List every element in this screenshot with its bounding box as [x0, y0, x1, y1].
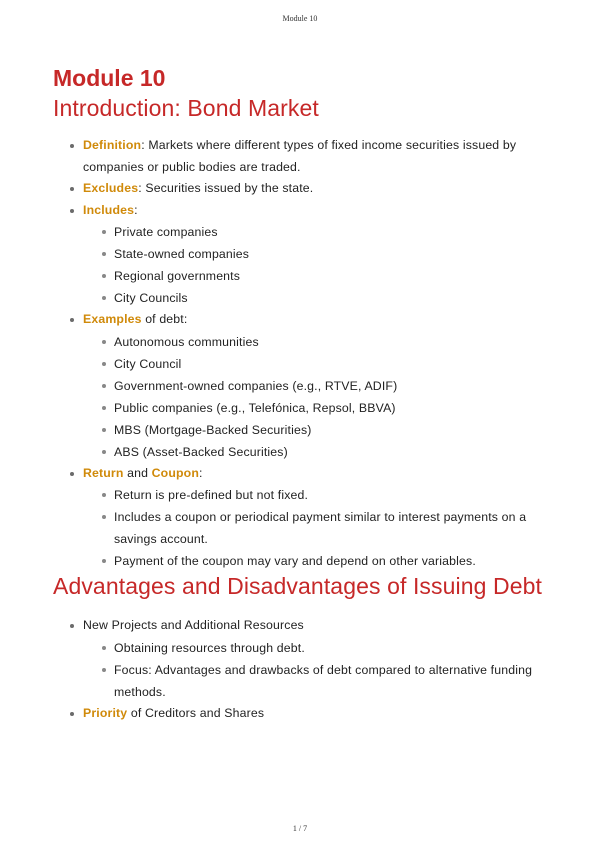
new-projects-sublist [83, 637, 553, 703]
list-item-return-coupon [53, 463, 553, 573]
list-item: City Councils [83, 287, 553, 309]
keyword-priority: Priority [83, 705, 128, 720]
keyword-return: Return [83, 465, 124, 480]
section-heading-advantages: Advantages and Disadvantages of Issuing Debt [53, 573, 542, 599]
list-item-examples [53, 309, 553, 463]
list-item: MBS (Mortgage-Backed Securities) [83, 419, 553, 441]
list-item-definition [53, 135, 553, 178]
keyword-includes: Includes [83, 202, 135, 217]
list-item-includes [53, 200, 553, 310]
keyword-definition: Definition [83, 138, 142, 152]
list-item-new-projects [53, 615, 553, 703]
new-projects-text: New Projects and Additional Resources [83, 618, 304, 632]
keyword-coupon: Coupon [151, 465, 199, 480]
priority-text: of Creditors and Shares [127, 705, 265, 720]
list-item: Includes a coupon or periodical payment similar to interest payments on a savings account. [83, 506, 553, 550]
list-item: Government-owned companies (e.g., RTVE, ADIF) [83, 375, 553, 397]
examples-sublist [83, 331, 553, 463]
excludes-text: : Securities issued by the state. [138, 181, 314, 195]
running-header: Module 10 [282, 14, 318, 23]
list-item: Payment of the coupon may vary and depend on other variables. [83, 550, 553, 572]
section-heading-introduction: Introduction: Bond Market [53, 95, 319, 121]
advantages-list [53, 615, 553, 724]
list-item: City Council [83, 353, 553, 375]
return-coupon-sublist [83, 484, 553, 572]
return-coupon-text: : [198, 465, 203, 480]
list-item: Private companies [83, 221, 553, 243]
list-item-excludes [53, 178, 553, 200]
includes-sublist [83, 221, 553, 309]
includes-text: : [134, 202, 138, 217]
list-item: Regional governments [83, 265, 553, 287]
list-item: Autonomous communities [83, 331, 553, 353]
list-item-priority [53, 703, 553, 725]
keyword-excludes: Excludes [83, 181, 139, 195]
keyword-examples: Examples [83, 312, 142, 326]
document-body [53, 62, 553, 724]
page-number: 1 / 7 [292, 824, 308, 833]
list-item: Public companies (e.g., Telefónica, Repsol, BBVA) [83, 397, 553, 419]
list-item: State-owned companies [83, 243, 553, 265]
list-item: Focus: Advantages and drawbacks of debt compared to alternative funding methods. [83, 659, 553, 703]
list-item: Return is pre-defined but not fixed. [83, 484, 553, 506]
list-item: Obtaining resources through debt. [83, 637, 553, 659]
conjunction-text: and [123, 465, 152, 480]
list-item: ABS (Asset-Backed Securities) [83, 441, 553, 463]
definition-text: : Markets where different types of fixed income securities issued by companies or public bodies are traded. [83, 138, 517, 174]
examples-text: of debt: [141, 312, 188, 326]
bond-market-list [53, 135, 553, 572]
page-title: Module 10 [53, 65, 166, 91]
